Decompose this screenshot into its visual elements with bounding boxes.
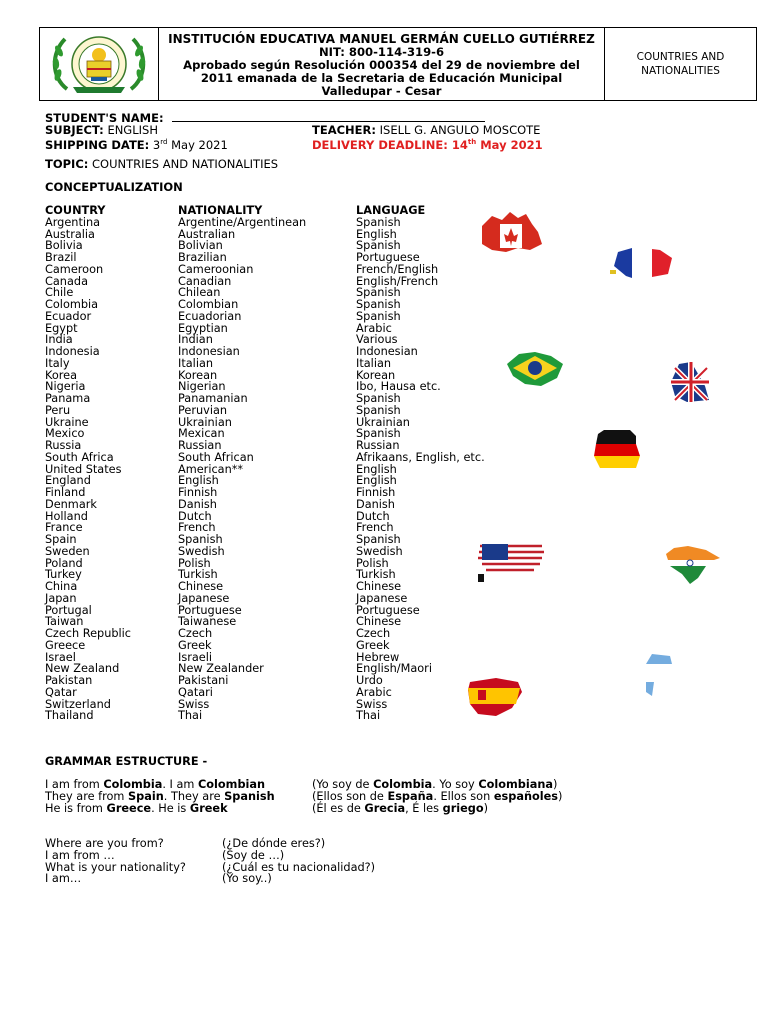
usa-flag-map-image [476, 538, 548, 584]
country-cell: Brazil [45, 251, 77, 264]
language-cell: English [356, 227, 397, 241]
language-cell: Polish [356, 556, 389, 570]
school-title-cell [159, 28, 605, 100]
argentina-flag-map-image [640, 652, 676, 698]
language-cell: Russian [356, 439, 400, 452]
language-cell: English/French [356, 274, 439, 288]
grammar-text-segment: Colombiana [478, 778, 554, 791]
nationality-cell: Argentine/Argentinean [178, 215, 307, 229]
country-cell: Italy [45, 356, 70, 370]
country-cell: Cameroon [45, 262, 104, 276]
topic-box-line-2: NATIONALITIES [641, 65, 720, 77]
country-cell: Argentina [45, 215, 101, 229]
header-table [39, 27, 757, 101]
nationality-cell: Spanish [178, 533, 223, 546]
nationality-cell: Indian [178, 333, 213, 347]
question-line: (Yo soy..) [222, 872, 272, 886]
country-cell: Poland [45, 556, 83, 570]
language-cell: Arabic [356, 685, 392, 699]
canada-flag-map-image [478, 210, 544, 256]
language-cell: Korean [356, 368, 396, 382]
school-name: INSTITUCIÓN EDUCATIVA MANUEL GERMÁN CUELLO GUTIÉRREZ [168, 32, 595, 46]
nationality-cell: South African [178, 450, 254, 464]
grammar-text-segment: . Ellos son [433, 789, 494, 803]
grammar-examples-english [45, 779, 275, 814]
france-flag-map-image [608, 244, 674, 280]
nationality-cell: Portuguese [178, 603, 242, 617]
nationality-cell: Australian [178, 227, 236, 241]
grammar-text-segment: Spanish [224, 789, 275, 803]
language-cell: Ibo, Hausa etc. [356, 380, 441, 394]
shipping-date-day: 3 [152, 137, 161, 152]
school-city: Valledupar - Cesar [321, 84, 442, 98]
country-cell: England [45, 474, 91, 488]
grammar-text-segment: Greece [106, 801, 152, 815]
topic-label: TOPIC: [45, 157, 89, 171]
grammar-example-row [312, 803, 562, 815]
nationality-cell: English [178, 474, 219, 488]
country-cell: United States [45, 462, 122, 476]
section-title: CONCEPTUALIZATION [45, 180, 183, 194]
grammar-text-segment: He is from [45, 801, 107, 815]
language-cell: Spanish [356, 533, 401, 546]
language-cell: Greek [356, 638, 390, 652]
grammar-text-segment: Grecia [364, 801, 406, 815]
nationality-cell: Turkish [178, 568, 218, 582]
language-cell: Portuguese [356, 603, 420, 617]
grammar-text-segment: . Yo soy [432, 778, 479, 791]
language-cell: Afrikaans, English, etc. [356, 450, 485, 464]
grammar-text-segment: . He is [151, 801, 190, 815]
grammar-text-segment: Colombia [373, 778, 433, 791]
student-name-blank[interactable] [172, 113, 485, 122]
grammar-text-segment: ) [483, 801, 489, 815]
grammar-text-segment: Spain [128, 789, 164, 803]
grammar-text-segment: griego [442, 801, 484, 815]
nationality-cell: Korean [178, 368, 218, 382]
grammar-text-segment: españoles [493, 789, 559, 803]
country-cell: Colombia [45, 298, 99, 311]
language-list [356, 217, 485, 722]
subject-label: SUBJECT: [45, 123, 104, 137]
country-cell: Qatar [45, 685, 77, 699]
country-cell: Ukraine [45, 415, 89, 429]
language-cell: English [356, 462, 397, 476]
language-cell: Turkish [356, 568, 396, 582]
language-cell: Spanish [356, 286, 401, 300]
language-cell: Indonesian [356, 345, 418, 358]
country-cell: Israel [45, 650, 76, 664]
grammar-text-segment: ) [558, 789, 563, 803]
country-cell: Switzerland [45, 697, 111, 711]
language-cell: Dutch [356, 509, 390, 523]
language-cell: English/Maori [356, 662, 432, 676]
topic-box [605, 28, 756, 100]
nationality-cell: New Zealander [178, 662, 264, 676]
country-cell: China [45, 580, 78, 593]
country-cell: Turkey [45, 568, 82, 582]
grammar-text-segment: (Él es de [312, 801, 365, 815]
grammar-text-segment: (Yo soy de [312, 778, 374, 791]
nationality-cell: Canadian [178, 274, 232, 288]
country-header: COUNTRY [45, 204, 106, 217]
nationality-cell: Chilean [178, 286, 221, 300]
language-cell: Spanish [356, 309, 401, 323]
country-cell: Chile [45, 286, 74, 300]
grammar-text-segment: , É les [405, 801, 443, 815]
questions-spanish [222, 838, 375, 885]
country-cell: Panama [45, 392, 91, 405]
nationality-cell: Chinese [178, 580, 224, 593]
country-cell: Egypt [45, 321, 78, 335]
grammar-text-segment: España [387, 789, 434, 803]
india-flag-map-image [660, 544, 724, 586]
subject-row [45, 124, 158, 136]
country-cell: Indonesia [45, 345, 100, 358]
nationality-cell: Panamanian [178, 392, 248, 405]
nationality-cell: American** [178, 462, 244, 476]
question-line: I am… [45, 872, 82, 886]
nationality-cell: Greek [178, 638, 212, 652]
grammar-text-segment: Colombian [198, 778, 266, 791]
country-cell: Pakistan [45, 674, 93, 687]
language-cell: Spanish [356, 298, 401, 311]
country-cell: Greece [45, 638, 86, 652]
language-cell: Various [356, 333, 398, 347]
delivery-deadline-row [312, 136, 543, 151]
grammar-text-segment: Greek [189, 801, 228, 815]
question-line: (¿De dónde eres?) [222, 837, 326, 850]
questions-english [45, 838, 186, 885]
shipping-date-row [45, 136, 228, 151]
country-cell: Russia [45, 439, 82, 452]
language-cell: Danish [356, 497, 395, 511]
nationality-cell: Indonesian [178, 345, 240, 358]
approval-line-2: 2011 emanada de la Secretaria de Educación Municipal [200, 71, 563, 85]
country-cell: Japan [45, 591, 77, 605]
grammar-text-segment: . They are [163, 789, 225, 803]
question-line: What is your nationality? [45, 860, 186, 874]
language-cell: Czech [356, 627, 391, 640]
language-cell: French [356, 521, 394, 535]
country-cell: Sweden [45, 544, 90, 558]
country-cell: Bolivia [45, 239, 83, 253]
language-cell: Spanish [356, 427, 401, 441]
nationality-cell: Russian [178, 439, 222, 452]
language-cell: Ukrainian [356, 415, 410, 429]
nationality-cell: Israeli [178, 650, 213, 664]
country-cell: Australia [45, 227, 95, 241]
language-cell: Spanish [356, 392, 401, 405]
topic-box-line-1: COUNTRIES AND [636, 51, 725, 63]
language-cell: Swiss [356, 697, 388, 711]
nationality-cell: Ecuadorian [178, 309, 242, 323]
country-cell: France [45, 521, 83, 535]
language-column [356, 205, 485, 722]
country-cell: Taiwan [45, 615, 84, 629]
nationality-cell: Colombian [178, 298, 239, 311]
nationality-cell: Japanese [178, 591, 230, 605]
nationality-cell: French [178, 521, 216, 535]
shipping-date-rest: May 2021 [171, 137, 228, 152]
language-cell: Spanish [356, 239, 401, 253]
grammar-title: GRAMMAR ESTRUCTURE - [45, 755, 208, 768]
nationality-cell: Pakistani [178, 674, 229, 687]
language-cell: Chinese [356, 580, 402, 593]
country-cell: Nigeria [45, 380, 86, 394]
nationality-cell: Taiwanese [178, 615, 237, 629]
language-cell: Spanish [356, 215, 401, 229]
country-cell: Thailand [45, 709, 94, 723]
language-header: LANGUAGE [356, 204, 426, 217]
country-cell: India [45, 333, 73, 347]
nationality-column [178, 205, 306, 722]
student-name-label: STUDENT'S NAME: [45, 111, 164, 125]
language-cell: Chinese [356, 615, 402, 629]
grammar-examples-spanish [312, 779, 562, 814]
nationality-cell: Finnish [178, 486, 218, 499]
spain-flag-map-image [466, 676, 524, 718]
language-cell: Urdo [356, 674, 383, 687]
language-cell: English [356, 474, 397, 488]
nationality-cell: Mexican [178, 427, 225, 441]
country-cell: Czech Republic [45, 627, 132, 640]
nationality-cell: Peruvian [178, 403, 228, 417]
nationality-cell: Czech [178, 627, 213, 640]
country-cell: Mexico [45, 427, 85, 441]
nationality-cell: Cameroonian [178, 262, 254, 276]
country-cell: Spain [45, 533, 77, 546]
germany-flag-map-image [590, 428, 646, 470]
language-cell: Finnish [356, 486, 396, 499]
nationality-cell: Dutch [178, 509, 212, 523]
country-cell: Peru [45, 403, 71, 417]
nationality-cell: Danish [178, 497, 217, 511]
grammar-text-segment: ) [553, 778, 558, 791]
shipping-date-suffix: rd [160, 138, 168, 146]
country-cell: South Africa [45, 450, 114, 464]
country-cell: Ecuador [45, 309, 92, 323]
country-cell: Portugal [45, 603, 92, 617]
grammar-example-row [45, 803, 275, 815]
teacher-value: ISELL G. ANGULO MOSCOTE [379, 123, 541, 137]
grammar-text-segment: They are from [45, 789, 129, 803]
uk-flag-map-image [667, 360, 711, 404]
language-cell: Portuguese [356, 251, 420, 264]
grammar-text-segment: I am from [45, 778, 104, 791]
country-column [45, 205, 131, 722]
nationality-cell: Qatari [178, 685, 213, 699]
deadline-suffix: th [467, 138, 477, 146]
nationality-cell: Bolivian [178, 239, 223, 253]
shipping-date-label: SHIPPING DATE: [45, 137, 150, 152]
nationality-cell: Polish [178, 556, 211, 570]
language-cell: Italian [356, 356, 392, 370]
language-cell: Arabic [356, 321, 392, 335]
topic-value: COUNTRIES AND NATIONALITIES [92, 157, 279, 171]
nationality-cell: Brazilian [178, 251, 227, 264]
language-cell: Spanish [356, 403, 401, 417]
language-cell: Thai [356, 709, 381, 723]
question-line: Where are you from? [45, 837, 164, 850]
school-logo-cell [40, 28, 159, 100]
country-cell: Finland [45, 486, 86, 499]
nationality-list [178, 217, 306, 722]
teacher-label: TEACHER: [312, 123, 376, 137]
school-nit: NIT: 800-114-319-6 [318, 45, 445, 59]
country-list [45, 217, 131, 722]
nationality-cell: Egyptian [178, 321, 228, 335]
language-cell: Japanese [356, 591, 408, 605]
language-cell: Swedish [356, 544, 403, 558]
nationality-cell: Thai [178, 709, 203, 723]
nationality-cell: Swiss [178, 697, 210, 711]
deadline-label: DELIVERY DEADLINE: 14 [312, 137, 468, 152]
country-cell: New Zealand [45, 662, 120, 676]
nationality-cell: Swedish [178, 544, 225, 558]
country-cell: Korea [45, 368, 78, 382]
nationality-cell: Ukrainian [178, 415, 232, 429]
nationality-header: NATIONALITY [178, 204, 263, 217]
country-cell: Denmark [45, 497, 97, 511]
question-line: I am from … [45, 848, 115, 862]
grammar-text-segment: Colombia [103, 778, 163, 791]
subject-value: ENGLISH [107, 123, 158, 137]
school-crest-logo [47, 31, 151, 97]
nationality-cell: Nigerian [178, 380, 226, 394]
deadline-rest: May 2021 [480, 137, 543, 152]
approval-line-1: Aprobado según Resolución 000354 del 29 de noviembre del [183, 58, 580, 72]
language-cell: Hebrew [356, 650, 400, 664]
nationality-cell: Italian [178, 356, 214, 370]
country-cell: Holland [45, 509, 88, 523]
grammar-text-segment: (Ellos son de [312, 789, 388, 803]
grammar-text-segment: . I am [162, 778, 198, 791]
brazil-flag-map-image [505, 350, 565, 388]
country-cell: Canada [45, 274, 88, 288]
teacher-row [312, 124, 540, 136]
topic-row [45, 158, 278, 170]
language-cell: French/English [356, 262, 439, 276]
question-line: (Soy de …) [222, 848, 285, 862]
question-line: (¿Cuál es tu nacionalidad?) [222, 860, 376, 874]
